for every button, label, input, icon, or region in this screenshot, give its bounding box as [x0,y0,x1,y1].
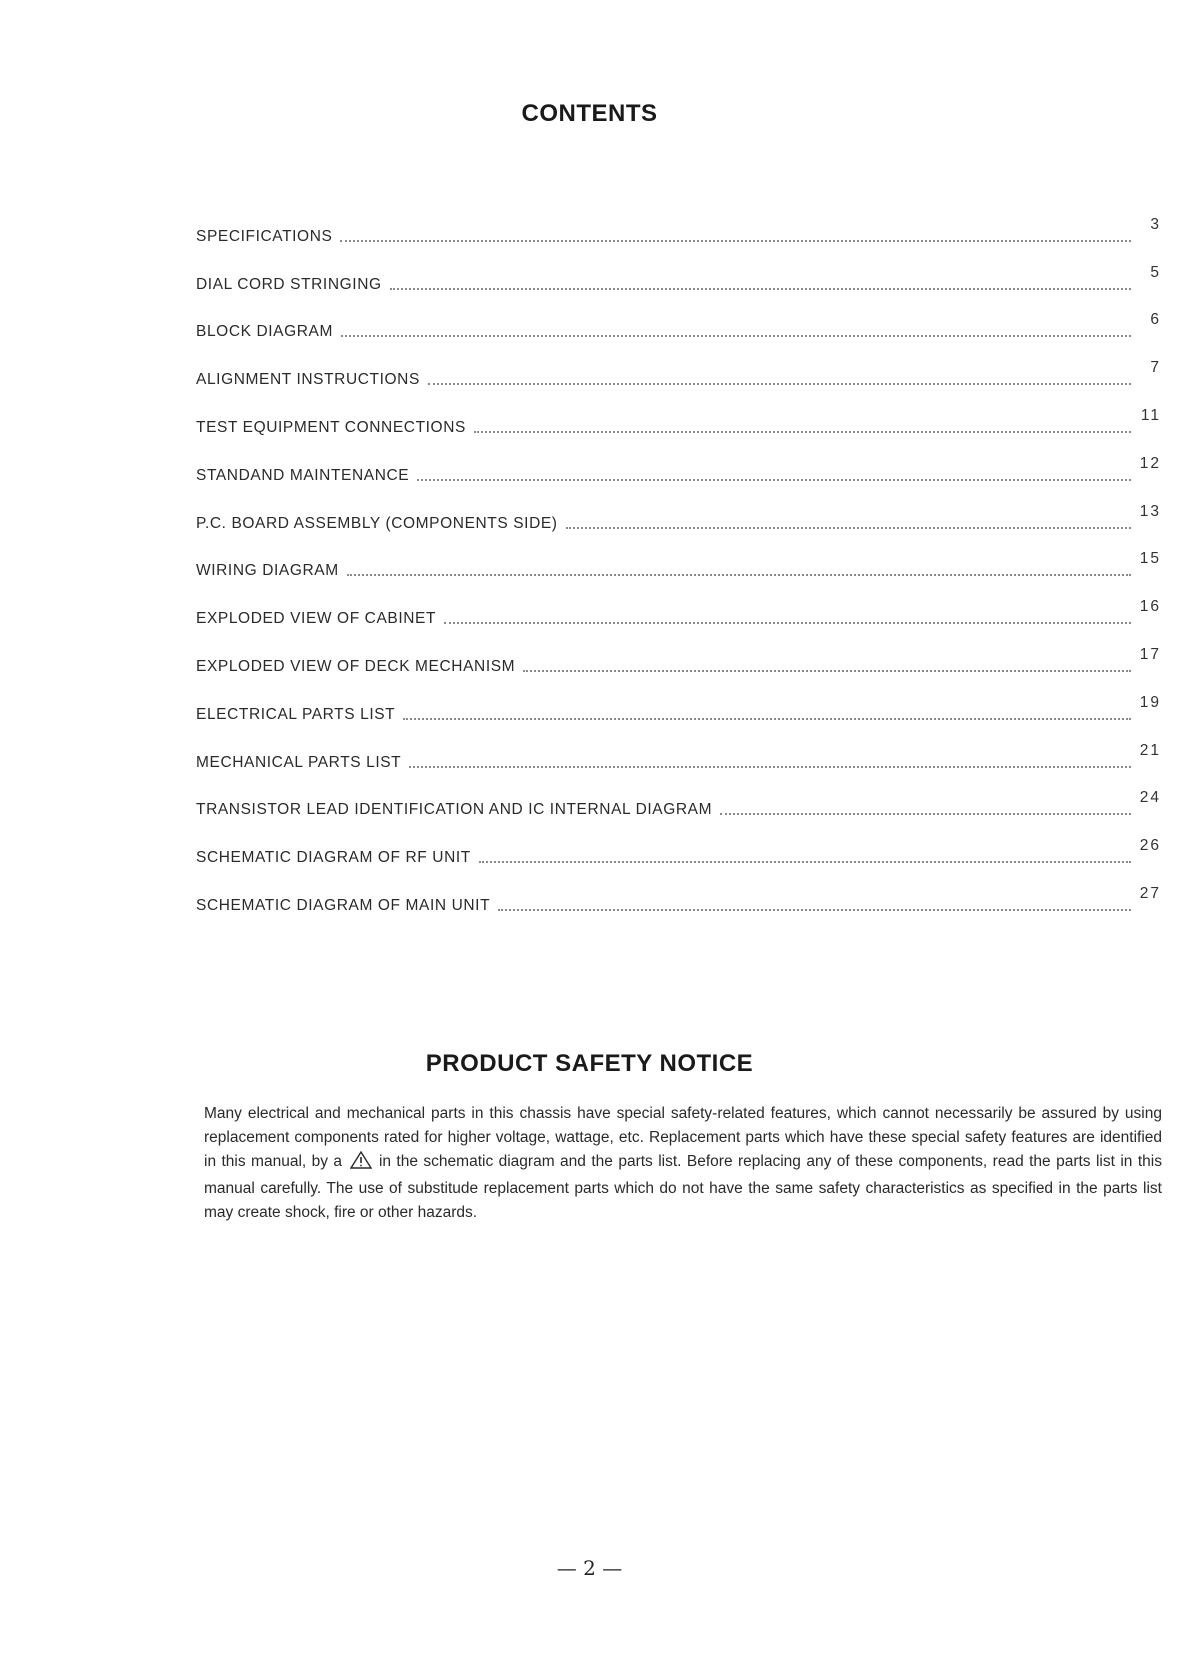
toc-entry-page-number: 21 [1139,741,1161,759]
toc-entry-page-number: 6 [1150,311,1161,329]
toc-entry-page-number: 11 [1140,406,1161,424]
toc-entry-label: BLOCK DIAGRAM [196,323,333,341]
toc-entry-page-number: 5 [1150,263,1161,281]
toc-entry-page-number: 17 [1139,645,1161,663]
toc-entry[interactable] [196,485,1161,533]
toc-dot-leader [498,909,1131,911]
toc-dot-leader [403,718,1131,720]
toc-entry-label: P.C. BOARD ASSEMBLY (COMPONENTS SIDE) [196,514,558,532]
toc-entry-label: SCHEMATIC DIAGRAM OF RF UNIT [196,849,471,867]
toc-entry-label: ELECTRICAL PARTS LIST [196,705,396,723]
toc-entry-page-number: 13 [1139,502,1161,520]
warning-triangle-icon [350,1151,372,1177]
toc-entry-label: EXPLODED VIEW OF CABINET [196,610,437,628]
toc-entry-page-number: 26 [1139,837,1161,855]
toc-entry-label: EXPLODED VIEW OF DECK MECHANISM [196,657,516,675]
toc-dot-leader [474,431,1131,433]
toc-dot-leader [428,383,1131,385]
toc-entry[interactable] [196,389,1161,437]
toc-entry-page-number: 24 [1139,789,1161,807]
safety-text-part-2: in the schematic diagram and the parts list. Before replacing any of these components, read the parts list in this manual carefully. The use of substitude replacement parts which do not have the same safety characteristics as specified in the parts list may create shock, fire or other hazards. [204,1153,1162,1221]
safety-notice-text [204,1102,1162,1225]
toc-entry[interactable] [196,246,1161,294]
page-number: — 2 — [556,1556,623,1580]
toc-entry-label: ALIGNMENT INSTRUCTIONS [196,371,420,389]
toc-entry-page-number: 7 [1150,359,1161,377]
toc-entry[interactable] [196,533,1161,581]
toc-dot-leader [341,335,1131,337]
toc-entry[interactable] [196,867,1161,915]
toc-entry-page-number: 27 [1139,884,1161,902]
toc-entry[interactable] [196,628,1161,676]
toc-dot-leader [479,861,1131,863]
toc-entry-page-number: 16 [1139,598,1161,616]
toc-dot-leader [347,574,1131,576]
toc-entry[interactable] [196,341,1161,389]
safety-notice-title: PRODUCT SAFETY NOTICE [425,1050,754,1077]
toc-entry-label: STANDAND MAINTENANCE [196,466,410,484]
toc-entry-label: SCHEMATIC DIAGRAM OF MAIN UNIT [196,896,491,914]
toc-dot-leader [720,813,1131,815]
toc-entry[interactable] [196,819,1161,867]
safety-text-part-1: Many electrical and mechanical parts in this chassis have special safety-related features, which cannot necessarily be assured by using replacement components rated for higher voltage, wattage, etc. Replacement parts which have these special safety features are identified in this manual, by a [204,1105,1162,1170]
toc-dot-leader [417,479,1131,481]
toc-entry-page-number: 15 [1139,550,1161,568]
toc-dot-leader [390,288,1131,290]
toc-entry[interactable] [196,198,1161,246]
toc-entry-label: MECHANICAL PARTS LIST [196,753,402,771]
toc-entry[interactable] [196,772,1161,820]
toc-entry-label: WIRING DIAGRAM [196,562,339,580]
toc-entry-page-number: 3 [1150,215,1161,233]
toc-entry[interactable] [196,437,1161,485]
table-of-contents [196,198,1161,915]
toc-entry[interactable] [196,676,1161,724]
toc-entry[interactable] [196,580,1161,628]
toc-dot-leader [444,622,1131,624]
toc-dot-leader [523,670,1131,672]
toc-entry-label: TRANSISTOR LEAD IDENTIFICATION AND IC INTERNAL DIAGRAM [196,801,713,819]
toc-entry[interactable] [196,294,1161,342]
toc-entry-label: DIAL CORD STRINGING [196,275,382,293]
toc-entry[interactable] [196,724,1161,772]
toc-entry-page-number: 19 [1139,693,1161,711]
contents-title: CONTENTS [521,100,658,127]
toc-dot-leader [409,766,1131,768]
toc-entry-label: SPECIFICATIONS [196,227,333,245]
toc-entry-page-number: 12 [1139,454,1161,472]
toc-entry-label: TEST EQUIPMENT CONNECTIONS [196,418,466,436]
toc-dot-leader [340,240,1131,242]
toc-dot-leader [566,527,1131,529]
